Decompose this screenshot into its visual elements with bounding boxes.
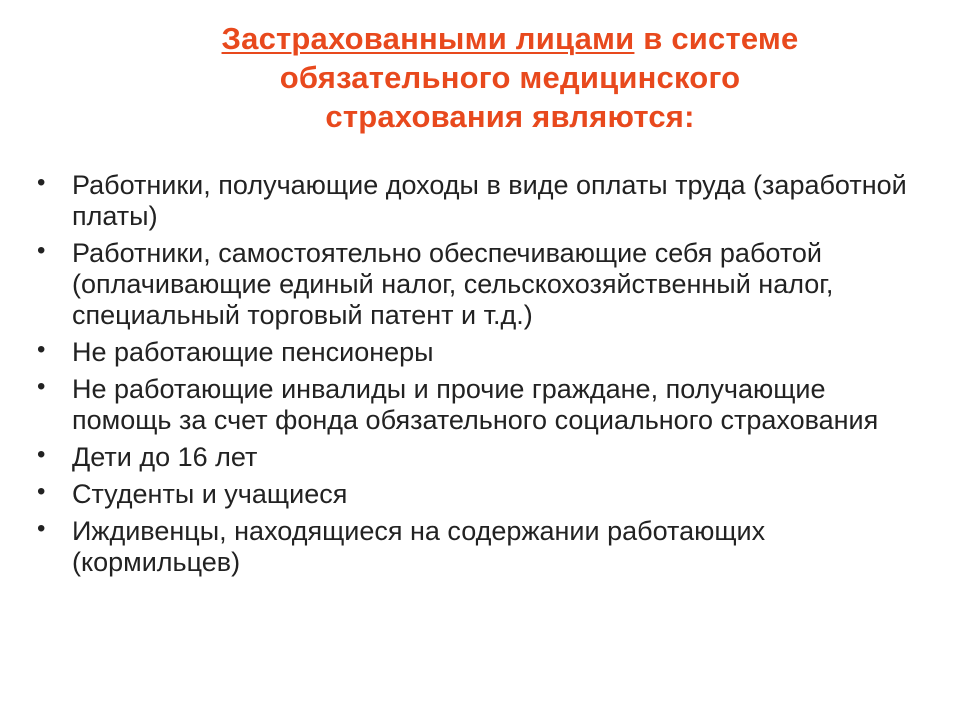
title-line2: обязательного медицинского <box>279 60 741 95</box>
list-item <box>34 238 914 331</box>
list-item-text: Студенты и учащиеся <box>72 479 348 509</box>
insured-persons-list <box>34 170 914 584</box>
bullet-icon: • <box>37 169 46 196</box>
bullet-icon: • <box>37 441 46 468</box>
list-item <box>34 337 914 368</box>
list-item-text: Иждивенцы, находящиеся на содержании работающих (кормильцев) <box>72 516 766 577</box>
title-underlined-text: Застрахованными лицами <box>221 21 635 56</box>
list-item-text: Работники, получающие доходы в виде оплаты труда (заработной платы) <box>72 170 907 231</box>
list-item <box>34 479 914 510</box>
list-item <box>34 516 914 578</box>
list-item <box>34 442 914 473</box>
list-item-text: Дети до 16 лет <box>72 442 258 472</box>
list-item-text: Работники, самостоятельно обеспечивающие себя работой (оплачивающие единый налог, сельскохозяйственный налог, специальный торговый патент и т.д.) <box>72 238 834 330</box>
list-item <box>34 374 914 436</box>
slide-title <box>150 19 870 136</box>
list-item <box>34 170 914 232</box>
bullet-icon: • <box>37 336 46 363</box>
bullet-icon: • <box>37 373 46 400</box>
bullet-icon: • <box>37 478 46 505</box>
list-item-text: Не работающие пенсионеры <box>72 337 434 367</box>
bullet-icon: • <box>37 237 46 264</box>
bullet-icon: • <box>37 515 46 542</box>
list-item-text: Не работающие инвалиды и прочие граждане, получающие помощь за счет фонда обязательного социального страхования <box>72 374 879 435</box>
title-line1-rest: в системе <box>634 21 799 56</box>
title-line3: страхования являются: <box>325 99 695 134</box>
